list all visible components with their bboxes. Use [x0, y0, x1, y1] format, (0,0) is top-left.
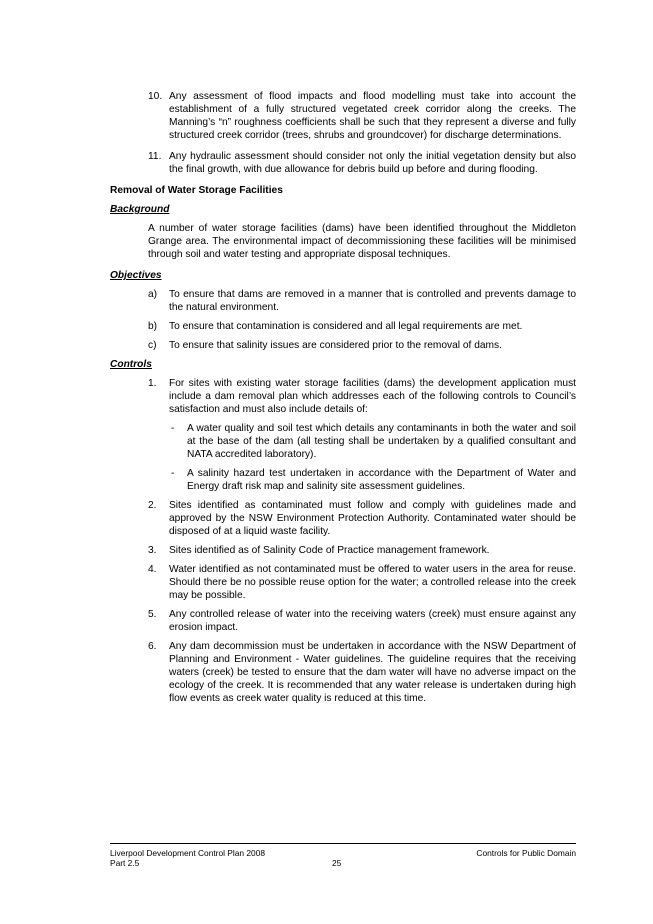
objective-text: To ensure that contamination is considered and all legal requirements are met. [169, 321, 523, 332]
control-number: 5. [148, 609, 157, 620]
bullet-text: A salinity hazard test undertaken in accordance with the Department of Water and Energy draft risk map and salinity site assessment guidelines. [187, 468, 576, 492]
control-item [110, 499, 576, 538]
objective-letter: c) [148, 340, 157, 351]
control-bullet [110, 467, 576, 493]
section-title: Removal of Water Storage Facilities [110, 185, 283, 196]
control-item [110, 640, 576, 705]
control-text: Water identified as not contaminated must be offered to water users in the area for reuse. Should there be no possible reuse option for the water; a controlled release into the creek may be possible. [169, 564, 576, 601]
footer-part: Part 2.5 [110, 858, 140, 868]
bullet-mark: - [171, 423, 175, 434]
control-number: 3. [148, 545, 157, 556]
objective-text: To ensure that dams are removed in a manner that is controlled and prevents damage to the natural environment. [169, 289, 576, 313]
control-text: Sites identified as of Salinity Code of Practice management framework. [169, 545, 490, 556]
control-text: Any controlled release of water into the receiving waters (creek) must ensure against any erosion impact. [169, 609, 576, 633]
control-item [110, 377, 576, 416]
control-number: 1. [148, 378, 157, 389]
control-text: Any dam decommission must be undertaken in accordance with the NSW Department of Planning and Environment - Water guidelines. The guideline requires that the receiving waters (creek) be tested to ensure that the dam water will have no adverse impact on the ecology of the creek. It is recommended that any water release is undertaken during high flow events as creek water quality is reduced at this time. [169, 641, 576, 704]
background-heading: Background [110, 204, 170, 215]
control-item [110, 563, 576, 602]
control-text: For sites with existing water storage facilities (dams) the development application must include a dam removal plan which addresses each of the following controls to Council’s satisfaction and must also include details of: [169, 378, 576, 415]
bullet-mark: - [171, 468, 175, 479]
control-number: 4. [148, 564, 157, 575]
objective-letter: b) [148, 321, 158, 332]
objective-letter: a) [148, 289, 158, 300]
footer-plan-title: Liverpool Development Control Plan 2008 [110, 848, 266, 858]
background-text: A number of water storage facilities (dams) have been identified throughout the Middleton Grange area. The environmental impact of decommissioning these facilities will be minimised through soil and water testing and appropriate disposal techniques. [148, 223, 576, 260]
control-number: 2. [148, 500, 157, 511]
bullet-text: A water quality and soil test which details any contaminants in both the water and soil at the base of the dam (all testing shall be undertaken by a qualified consultant and NATA accredited laboratory). [187, 423, 576, 460]
background-paragraph [110, 222, 576, 261]
objectives-heading: Objectives [110, 270, 162, 281]
control-bullet [110, 422, 576, 461]
footer-right: Controls for Public Domain [476, 848, 576, 858]
controls-heading: Controls [110, 359, 152, 370]
page-footer [110, 843, 576, 868]
objective-item [110, 320, 576, 333]
list-item [110, 90, 576, 142]
control-number: 6. [148, 641, 157, 652]
page-number: 25 [332, 858, 342, 868]
objective-item [110, 339, 576, 352]
item-text: Any hydraulic assessment should consider not only the initial vegetation density but also the final growth, with due allowance for debris build up before and during flooding. [169, 151, 576, 175]
item-number: 10. [148, 91, 163, 102]
control-item [110, 544, 576, 557]
page-content [110, 90, 576, 711]
objective-text: To ensure that salinity issues are considered prior to the removal of dams. [169, 340, 502, 351]
footer-left [110, 848, 265, 868]
objective-item [110, 288, 576, 314]
control-text: Sites identified as contaminated must follow and comply with guidelines made and approved by the NSW Environment Protection Authority. Contaminated water should be disposed of at a liquid waste facility. [169, 500, 576, 537]
list-item [110, 150, 576, 176]
item-text: Any assessment of flood impacts and flood modelling must take into account the establishment of a fully structured vegetated creek corridor along the creeks. The Manning’s “n” roughness coefficients shall be such that they represent a diverse and fully structured creek corridor (trees, shrubs and groundcover) for discharge determinations. [169, 91, 576, 141]
control-item [110, 608, 576, 634]
item-number: 11. [148, 151, 162, 162]
